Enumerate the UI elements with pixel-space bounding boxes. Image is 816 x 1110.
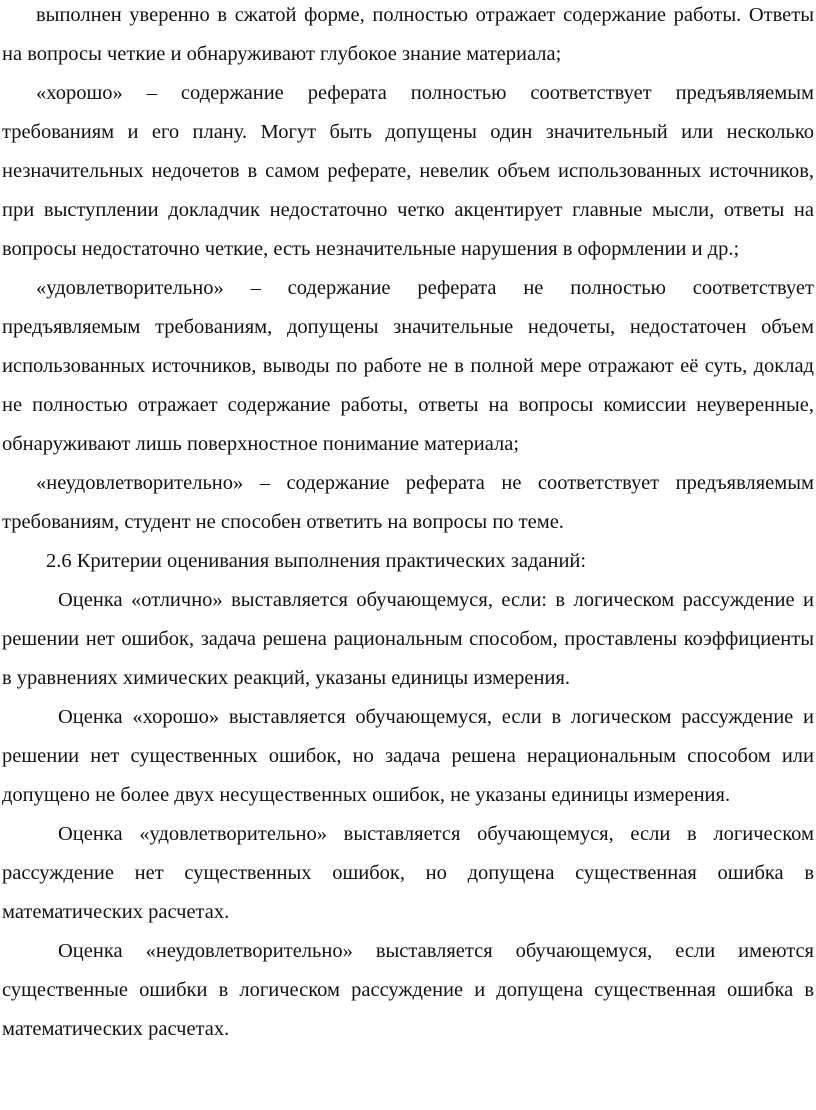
paragraph-grade-good: «хорошо» – содержание реферата полностью соответствует предъявляемым требованиям и его плану. Могут быть допущены один значительный или несколько незначительных недочетов в самом реферате, невелик объем использованных источников, при выступлении докладчик недостаточно четко акцентирует главные мысли, ответы на вопросы недостаточно четкие, есть незначительные нарушения в оформлении и др.; <box>2 82 814 260</box>
paragraph-continued-excellent: выполнен уверенно в сжатой форме, полностью отражает содержание работы. Ответы на вопросы четкие и обнаруживают глубокое знание материала; <box>2 4 814 65</box>
paragraph-grade-satisfactory: «удовлетворительно» – содержание реферата не полностью соответствует предъявляемым требованиям, допущены значительные недочеты, недостаточен объем использованных источников, выводы по работе не в полной мере отражают её суть, доклад не полностью отражает содержание работы, ответы на вопросы комиссии неуверенные, обнаруживают лишь поверхностное понимание материала; <box>2 277 814 455</box>
paragraph-practical-satisfactory: Оценка «удовлетворительно» выставляется обучающемуся, если в логическом рассуждение нет существенных ошибок, но допущена существенная ошибка в математических расчетах. <box>2 823 814 923</box>
paragraph-practical-excellent: Оценка «отлично» выставляется обучающемуся, если: в логическом рассуждение и решении нет ошибок, задача решена рациональным способом, проставлены коэффициенты в уравнениях химических реакций, указаны единицы измерения. <box>2 589 814 689</box>
document-page <box>2 0 814 1049</box>
section-heading: 2.6 Критерии оценивания выполнения практических заданий: <box>46 550 587 572</box>
paragraph-practical-good: Оценка «хорошо» выставляется обучающемуся, если в логическом рассуждение и решении нет существенных ошибок, но задача решена нерациональным способом или допущено не более двух несущественных ошибок, не указаны единицы измерения. <box>2 706 814 806</box>
paragraph-practical-unsatisfactory: Оценка «неудовлетворительно» выставляется обучающемуся, если имеются существенные ошибки в логическом рассуждение и допущена существенная ошибка в математических расчетах. <box>2 940 814 1040</box>
paragraph-grade-unsatisfactory: «неудовлетворительно» – содержание реферата не соответствует предъявляемым требованиям, студент не способен ответить на вопросы по теме. <box>2 472 814 533</box>
